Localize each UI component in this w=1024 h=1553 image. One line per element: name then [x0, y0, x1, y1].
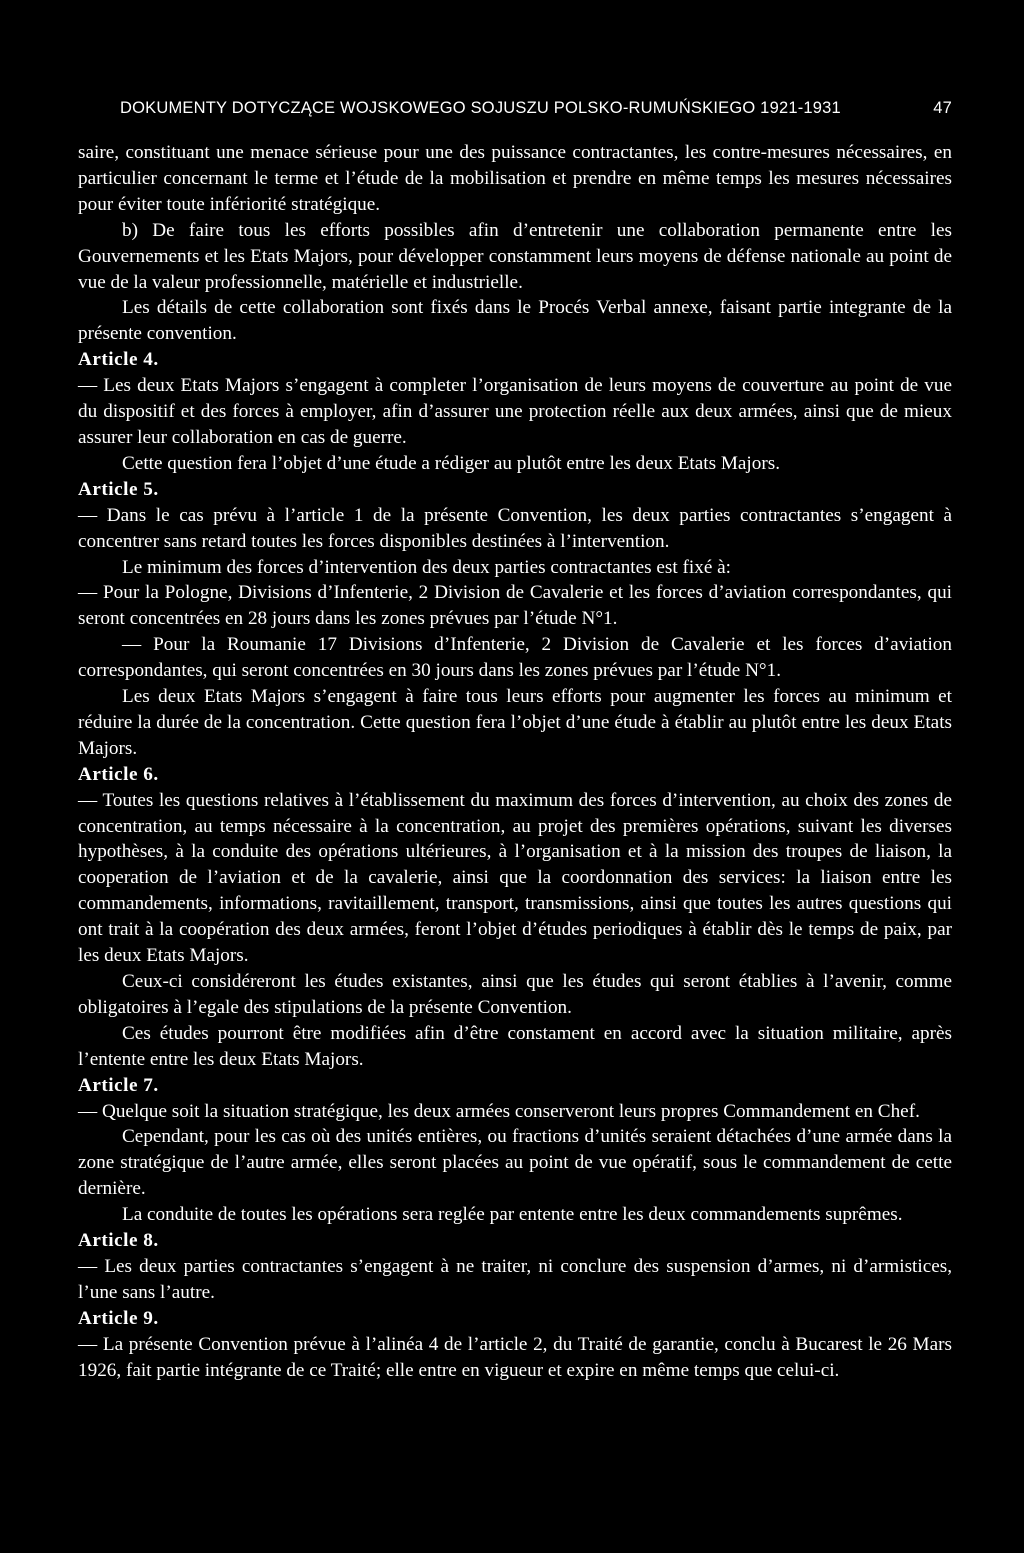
article-heading: Article 5. — [78, 478, 159, 500]
article-heading: Article 9. — [78, 1307, 159, 1329]
header-title: DOKUMENTY DOTYCZĄCE WOJSKOWEGO SOJUSZU POLSKO-RUMUŃSKIEGO 1921-1931 — [120, 99, 841, 117]
paragraph: — Les deux parties contractantes s’engagent à ne traiter, ni conclure des suspension d’armes, ni d’armistices, l’une sans l’autre. — [78, 1255, 952, 1303]
paragraph: Ces études pourront être modifiées afin d’être constament en accord avec la situation militaire, après l’entente entre les deux Etats Majors. — [78, 1022, 952, 1070]
article-heading: Article 4. — [78, 349, 159, 371]
paragraph: Cependant, pour les cas où des unités entières, ou fractions d’unités seraient détachées d’une armée dans la zone stratégique de l’autre armée, elles seront placées au point de vue opératif, sous le commandement de cette dernière. — [78, 1126, 952, 1200]
document-page — [78, 98, 952, 1384]
document-body — [78, 140, 952, 1384]
paragraph: — Quelque soit la situation stratégique, les deux armées conserveront leurs propres Commandement en Chef. — [78, 1100, 920, 1122]
paragraph: Cette question fera l’objet d’une étude a rédiger au plutôt entre les deux Etats Majors. — [122, 452, 781, 474]
paragraph: b) De faire tous les efforts possibles afin d’entretenir une collaboration permanente entre les Gouvernements et les Etats Majors, pour développer constamment leurs moyens de défense nationale au point de vue de la valeur professionnelle, matérielle et industrielle. — [78, 219, 952, 293]
paragraph: saire, constituant une menace sérieuse pour une des puissance contractantes, les contre-mesures nécessaires, en particulier concernant le terme et l’étude de la mobilisation et prendre en même temps les mesures nécessaires pour éviter toute infériorité stratégique. — [78, 142, 952, 215]
paragraph: Les détails de cette collaboration sont fixés dans le Procés Verbal annexe, faisant partie integrante de la présente convention. — [78, 297, 952, 345]
paragraph: — Les deux Etats Majors s’engagent à completer l’organisation de leurs moyens de couverture au point de vue du dispositif et des forces à employer, afin d’assurer une protection réelle aux deux armées, ainsi que de mieux assurer leur collaboration en cas de guerre. — [78, 375, 952, 448]
paragraph: — Pour la Roumanie 17 Divisions d’Infenterie, 2 Division de Cavalerie et les forces d’aviation correspondantes, qui seront concentrées en 30 jours dans les zones prévues par l’étude N°1. — [78, 634, 952, 682]
paragraph: — Dans le cas prévu à l’article 1 de la présente Convention, les deux parties contractantes s’engagent à concentrer sans retard toutes les forces disponibles destinées à l’intervention. — [78, 504, 952, 552]
paragraph: Les deux Etats Majors s’engagent à faire tous leurs efforts pour augmenter les forces au minimum et réduire la durée de la concentration. Cette question fera l’objet d’une étude à établir au plutôt entre les deux Etats Majors. — [78, 686, 952, 759]
paragraph: — Pour la Pologne, Divisions d’Infenterie, 2 Division de Cavalerie et les forces d’aviation correspondantes, qui seront concentrées en 28 jours dans les zones prévues par l’étude N°1. — [78, 582, 952, 630]
article-heading: Article 8. — [78, 1230, 159, 1252]
running-header — [120, 98, 952, 118]
paragraph: — La présente Convention prévue à l’alinéa 4 de l’article 2, du Traité de garantie, conclu à Bucarest le 26 Mars 1926, fait partie intégrante de ce Traité; elle entre en vigueur et expire en même temps que celui-ci. — [78, 1333, 952, 1381]
article-heading: Article 7. — [78, 1074, 159, 1096]
paragraph: Ceux-ci considéreront les études existantes, ainsi que les études qui seront établies à l’avenir, comme obligatoires à l’egale des stipulations de la présente Convention. — [78, 971, 952, 1018]
paragraph: — Toutes les questions relatives à l’établissement du maximum des forces d’intervention, au choix des zones de concentration, au temps nécessaire à la concentration, au projet des premières opérations, suivant les diverses hypothèses, à la conduite des opérations ultérieures, à l’organisation et à la mission des troupes de liaison, la cooperation de l’aviation et de la cavalerie, ainsi que la coordonnation des services: la liaison entre les commandements, informations, ravitaillement, transport, transmissions, ainsi que toutes les autres questions qui ont trait à la coopération des deux armées, feront l’objet d’études periodiques à établir dès le temps de paix, par les deux Etats Majors. — [78, 789, 952, 967]
page-number: 47 — [933, 99, 952, 117]
paragraph: Le minimum des forces d’intervention des deux parties contractantes est fixé à: — [122, 556, 731, 578]
paragraph: La conduite de toutes les opérations sera reglée par entente entre les deux commandements suprêmes. — [122, 1204, 903, 1226]
article-heading: Article 6. — [78, 763, 159, 785]
